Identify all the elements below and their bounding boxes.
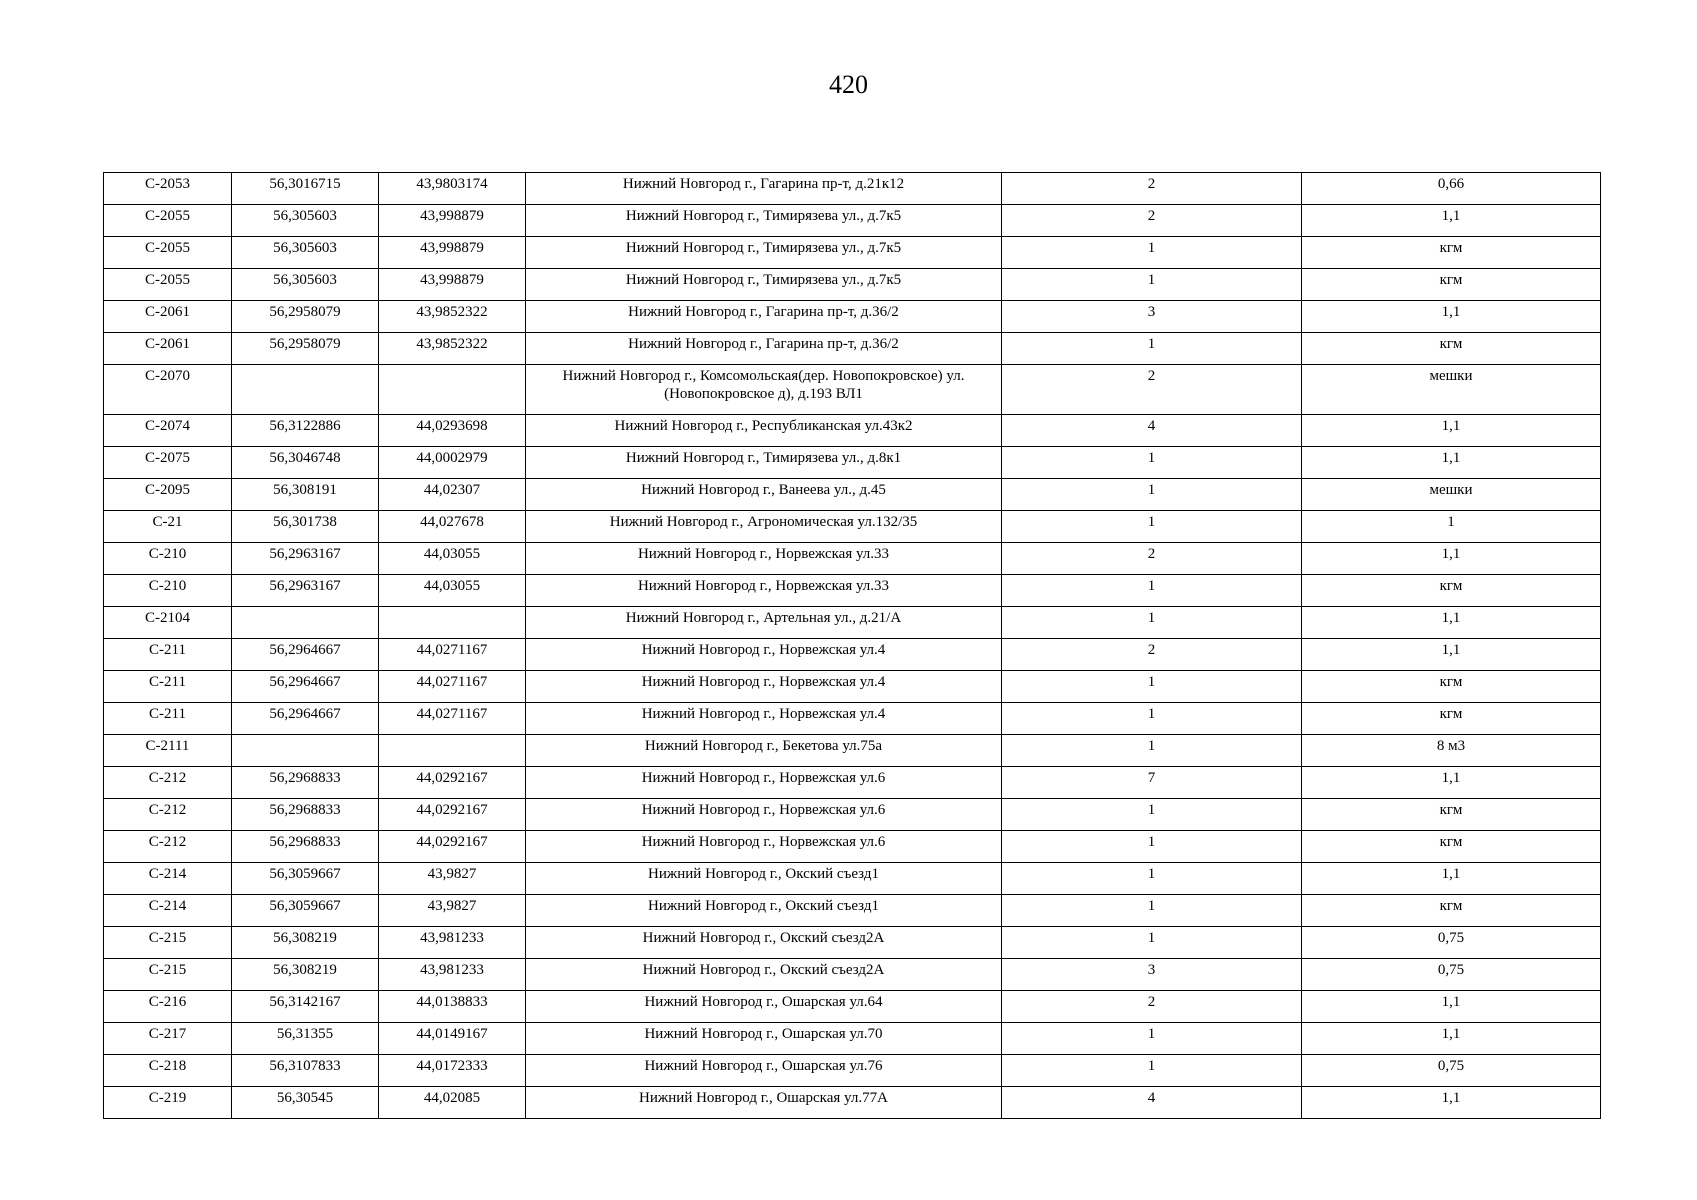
cell-volume: 0,75 bbox=[1302, 927, 1601, 959]
cell-longitude: 44,027678 bbox=[379, 511, 526, 543]
table-row bbox=[104, 991, 1601, 1023]
cell-latitude: 56,305603 bbox=[232, 237, 379, 269]
cell-count: 2 bbox=[1002, 205, 1302, 237]
cell-volume: 0,66 bbox=[1302, 173, 1601, 205]
cell-address: Нижний Новгород г., Норвежская ул.6 bbox=[526, 767, 1002, 799]
cell-address: Нижний Новгород г., Гагарина пр-т, д.36/2 bbox=[526, 301, 1002, 333]
cell-id: С-2055 bbox=[104, 269, 232, 301]
cell-id: С-214 bbox=[104, 895, 232, 927]
cell-count: 1 bbox=[1002, 703, 1302, 735]
table-row bbox=[104, 799, 1601, 831]
cell-address: Нижний Новгород г., Окский съезд1 bbox=[526, 895, 1002, 927]
cell-count: 1 bbox=[1002, 269, 1302, 301]
cell-latitude: 56,31355 bbox=[232, 1023, 379, 1055]
table-row bbox=[104, 543, 1601, 575]
cell-id: С-211 bbox=[104, 703, 232, 735]
cell-id: С-211 bbox=[104, 639, 232, 671]
cell-longitude: 44,0271167 bbox=[379, 703, 526, 735]
cell-id: С-2075 bbox=[104, 447, 232, 479]
cell-latitude: 56,2964667 bbox=[232, 703, 379, 735]
cell-id: С-2104 bbox=[104, 607, 232, 639]
cell-latitude: 56,2964667 bbox=[232, 639, 379, 671]
cell-longitude: 44,02307 bbox=[379, 479, 526, 511]
cell-volume: кгм bbox=[1302, 831, 1601, 863]
table-row bbox=[104, 671, 1601, 703]
cell-latitude: 56,2968833 bbox=[232, 767, 379, 799]
cell-volume: 1 bbox=[1302, 511, 1601, 543]
cell-address: Нижний Новгород г., Артельная ул., д.21/А bbox=[526, 607, 1002, 639]
table-row bbox=[104, 1023, 1601, 1055]
cell-id: С-2055 bbox=[104, 237, 232, 269]
cell-latitude: 56,3107833 bbox=[232, 1055, 379, 1087]
cell-count: 3 bbox=[1002, 959, 1302, 991]
cell-latitude: 56,30545 bbox=[232, 1087, 379, 1119]
cell-longitude: 44,03055 bbox=[379, 575, 526, 607]
cell-address: Нижний Новгород г., Норвежская ул.4 bbox=[526, 639, 1002, 671]
cell-longitude: 44,02085 bbox=[379, 1087, 526, 1119]
cell-longitude bbox=[379, 607, 526, 639]
cell-count: 1 bbox=[1002, 735, 1302, 767]
table-body bbox=[104, 173, 1601, 1119]
cell-latitude: 56,308191 bbox=[232, 479, 379, 511]
cell-id: С-217 bbox=[104, 1023, 232, 1055]
table-row bbox=[104, 333, 1601, 365]
table-row bbox=[104, 575, 1601, 607]
cell-count: 1 bbox=[1002, 895, 1302, 927]
cell-volume: 1,1 bbox=[1302, 991, 1601, 1023]
cell-volume: 1,1 bbox=[1302, 767, 1601, 799]
cell-volume: 1,1 bbox=[1302, 863, 1601, 895]
table-row bbox=[104, 301, 1601, 333]
cell-longitude: 43,981233 bbox=[379, 927, 526, 959]
cell-latitude bbox=[232, 607, 379, 639]
cell-count: 1 bbox=[1002, 927, 1302, 959]
cell-latitude: 56,308219 bbox=[232, 959, 379, 991]
table-row bbox=[104, 237, 1601, 269]
cell-id: С-2070 bbox=[104, 365, 232, 415]
cell-longitude: 44,0138833 bbox=[379, 991, 526, 1023]
table-row bbox=[104, 365, 1601, 415]
cell-id: С-2111 bbox=[104, 735, 232, 767]
cell-address: Нижний Новгород г., Окский съезд1 bbox=[526, 863, 1002, 895]
cell-longitude: 44,0149167 bbox=[379, 1023, 526, 1055]
cell-volume: кгм bbox=[1302, 575, 1601, 607]
cell-longitude: 43,998879 bbox=[379, 269, 526, 301]
cell-address: Нижний Новгород г., Окский съезд2А bbox=[526, 959, 1002, 991]
table-row bbox=[104, 173, 1601, 205]
cell-latitude: 56,3016715 bbox=[232, 173, 379, 205]
cell-address: Нижний Новгород г., Ошарская ул.64 bbox=[526, 991, 1002, 1023]
table-row bbox=[104, 831, 1601, 863]
cell-count: 1 bbox=[1002, 333, 1302, 365]
cell-address: Нижний Новгород г., Ошарская ул.76 bbox=[526, 1055, 1002, 1087]
cell-count: 2 bbox=[1002, 639, 1302, 671]
cell-latitude: 56,301738 bbox=[232, 511, 379, 543]
cell-count: 1 bbox=[1002, 607, 1302, 639]
cell-longitude: 44,0271167 bbox=[379, 671, 526, 703]
cell-volume: 1,1 bbox=[1302, 205, 1601, 237]
table-row bbox=[104, 479, 1601, 511]
cell-count: 1 bbox=[1002, 671, 1302, 703]
cell-count: 3 bbox=[1002, 301, 1302, 333]
table-row bbox=[104, 607, 1601, 639]
cell-count: 4 bbox=[1002, 415, 1302, 447]
cell-address: Нижний Новгород г., Норвежская ул.4 bbox=[526, 703, 1002, 735]
cell-volume: кгм bbox=[1302, 333, 1601, 365]
registry-table bbox=[103, 172, 1601, 1119]
cell-volume: 1,1 bbox=[1302, 543, 1601, 575]
cell-address: Нижний Новгород г., Ванеева ул., д.45 bbox=[526, 479, 1002, 511]
cell-longitude: 44,0002979 bbox=[379, 447, 526, 479]
cell-volume: мешки bbox=[1302, 479, 1601, 511]
cell-volume: кгм bbox=[1302, 671, 1601, 703]
cell-id: С-212 bbox=[104, 799, 232, 831]
cell-address: Нижний Новгород г., Гагарина пр-т, д.21к12 bbox=[526, 173, 1002, 205]
cell-volume: кгм bbox=[1302, 895, 1601, 927]
cell-id: С-210 bbox=[104, 543, 232, 575]
cell-longitude: 44,0292167 bbox=[379, 767, 526, 799]
table-row bbox=[104, 767, 1601, 799]
table-row bbox=[104, 959, 1601, 991]
cell-id: С-2074 bbox=[104, 415, 232, 447]
cell-count: 7 bbox=[1002, 767, 1302, 799]
cell-address: Нижний Новгород г., Окский съезд2А bbox=[526, 927, 1002, 959]
table-row bbox=[104, 703, 1601, 735]
cell-address: Нижний Новгород г., Республиканская ул.43к2 bbox=[526, 415, 1002, 447]
cell-address: Нижний Новгород г., Бекетова ул.75а bbox=[526, 735, 1002, 767]
cell-id: С-215 bbox=[104, 927, 232, 959]
cell-longitude: 44,0292167 bbox=[379, 831, 526, 863]
cell-longitude: 43,9827 bbox=[379, 895, 526, 927]
cell-longitude: 44,0293698 bbox=[379, 415, 526, 447]
table-row bbox=[104, 895, 1601, 927]
table-row bbox=[104, 639, 1601, 671]
cell-address: Нижний Новгород г., Норвежская ул.6 bbox=[526, 799, 1002, 831]
cell-count: 4 bbox=[1002, 1087, 1302, 1119]
cell-longitude: 43,998879 bbox=[379, 205, 526, 237]
cell-id: С-214 bbox=[104, 863, 232, 895]
cell-longitude: 44,0172333 bbox=[379, 1055, 526, 1087]
cell-id: С-2053 bbox=[104, 173, 232, 205]
cell-id: С-2095 bbox=[104, 479, 232, 511]
cell-address: Нижний Новгород г., Тимирязева ул., д.7к5 bbox=[526, 205, 1002, 237]
cell-latitude: 56,3059667 bbox=[232, 895, 379, 927]
cell-latitude: 56,2968833 bbox=[232, 799, 379, 831]
cell-volume: 1,1 bbox=[1302, 639, 1601, 671]
cell-latitude: 56,2963167 bbox=[232, 575, 379, 607]
cell-volume: 0,75 bbox=[1302, 959, 1601, 991]
cell-volume: 1,1 bbox=[1302, 301, 1601, 333]
cell-id: С-2061 bbox=[104, 333, 232, 365]
cell-longitude: 44,0292167 bbox=[379, 799, 526, 831]
cell-volume: кгм bbox=[1302, 269, 1601, 301]
cell-longitude: 44,0271167 bbox=[379, 639, 526, 671]
cell-id: С-219 bbox=[104, 1087, 232, 1119]
table-row bbox=[104, 1055, 1601, 1087]
cell-volume: 1,1 bbox=[1302, 415, 1601, 447]
cell-latitude: 56,3046748 bbox=[232, 447, 379, 479]
cell-count: 1 bbox=[1002, 575, 1302, 607]
table-row bbox=[104, 205, 1601, 237]
cell-count: 2 bbox=[1002, 543, 1302, 575]
cell-latitude: 56,2964667 bbox=[232, 671, 379, 703]
cell-address: Нижний Новгород г., Норвежская ул.6 bbox=[526, 831, 1002, 863]
cell-longitude bbox=[379, 365, 526, 415]
cell-latitude: 56,2968833 bbox=[232, 831, 379, 863]
cell-address: Нижний Новгород г., Тимирязева ул., д.8к1 bbox=[526, 447, 1002, 479]
cell-longitude: 44,03055 bbox=[379, 543, 526, 575]
cell-volume: 0,75 bbox=[1302, 1055, 1601, 1087]
cell-volume: кгм bbox=[1302, 237, 1601, 269]
cell-latitude: 56,2963167 bbox=[232, 543, 379, 575]
cell-count: 1 bbox=[1002, 479, 1302, 511]
cell-address: Нижний Новгород г., Тимирязева ул., д.7к5 bbox=[526, 269, 1002, 301]
cell-volume: мешки bbox=[1302, 365, 1601, 415]
table-row bbox=[104, 735, 1601, 767]
cell-id: С-212 bbox=[104, 831, 232, 863]
cell-address: Нижний Новгород г., Тимирязева ул., д.7к5 bbox=[526, 237, 1002, 269]
cell-latitude: 56,2958079 bbox=[232, 333, 379, 365]
cell-count: 2 bbox=[1002, 173, 1302, 205]
cell-volume: кгм bbox=[1302, 703, 1601, 735]
cell-volume: 1,1 bbox=[1302, 1087, 1601, 1119]
cell-longitude: 43,9852322 bbox=[379, 333, 526, 365]
cell-id: С-211 bbox=[104, 671, 232, 703]
cell-latitude: 56,305603 bbox=[232, 269, 379, 301]
cell-count: 2 bbox=[1002, 991, 1302, 1023]
cell-latitude: 56,2958079 bbox=[232, 301, 379, 333]
table-row bbox=[104, 863, 1601, 895]
cell-id: С-216 bbox=[104, 991, 232, 1023]
cell-count: 1 bbox=[1002, 237, 1302, 269]
cell-latitude bbox=[232, 735, 379, 767]
cell-longitude: 43,998879 bbox=[379, 237, 526, 269]
cell-address: Нижний Новгород г., Норвежская ул.33 bbox=[526, 575, 1002, 607]
table-row bbox=[104, 927, 1601, 959]
cell-count: 1 bbox=[1002, 1055, 1302, 1087]
cell-id: С-218 bbox=[104, 1055, 232, 1087]
cell-id: С-212 bbox=[104, 767, 232, 799]
cell-id: С-210 bbox=[104, 575, 232, 607]
cell-address: Нижний Новгород г., Гагарина пр-т, д.36/2 bbox=[526, 333, 1002, 365]
cell-count: 1 bbox=[1002, 1023, 1302, 1055]
cell-longitude bbox=[379, 735, 526, 767]
cell-id: С-215 bbox=[104, 959, 232, 991]
page-number: 420 bbox=[829, 70, 868, 99]
cell-count: 1 bbox=[1002, 831, 1302, 863]
cell-longitude: 43,9852322 bbox=[379, 301, 526, 333]
cell-latitude: 56,3142167 bbox=[232, 991, 379, 1023]
cell-count: 1 bbox=[1002, 447, 1302, 479]
cell-volume: 1,1 bbox=[1302, 1023, 1601, 1055]
cell-count: 1 bbox=[1002, 799, 1302, 831]
cell-address: Нижний Новгород г., Норвежская ул.4 bbox=[526, 671, 1002, 703]
cell-address: Нижний Новгород г., Комсомольская(дер. Новопокровское) ул. (Новопокровское д), д.193 ВЛ1 bbox=[526, 365, 1002, 415]
cell-latitude: 56,3122886 bbox=[232, 415, 379, 447]
cell-count: 1 bbox=[1002, 511, 1302, 543]
cell-latitude: 56,308219 bbox=[232, 927, 379, 959]
cell-count: 1 bbox=[1002, 863, 1302, 895]
cell-address: Нижний Новгород г., Ошарская ул.70 bbox=[526, 1023, 1002, 1055]
table-row bbox=[104, 511, 1601, 543]
cell-latitude: 56,305603 bbox=[232, 205, 379, 237]
cell-volume: 1,1 bbox=[1302, 607, 1601, 639]
cell-latitude: 56,3059667 bbox=[232, 863, 379, 895]
cell-address: Нижний Новгород г., Агрономическая ул.132/35 bbox=[526, 511, 1002, 543]
cell-count: 2 bbox=[1002, 365, 1302, 415]
cell-volume: 8 м3 bbox=[1302, 735, 1601, 767]
cell-id: С-2055 bbox=[104, 205, 232, 237]
cell-address: Нижний Новгород г., Норвежская ул.33 bbox=[526, 543, 1002, 575]
table-row bbox=[104, 1087, 1601, 1119]
cell-id: С-2061 bbox=[104, 301, 232, 333]
cell-latitude bbox=[232, 365, 379, 415]
cell-volume: кгм bbox=[1302, 799, 1601, 831]
cell-address: Нижний Новгород г., Ошарская ул.77А bbox=[526, 1087, 1002, 1119]
table-row bbox=[104, 447, 1601, 479]
cell-volume: 1,1 bbox=[1302, 447, 1601, 479]
cell-longitude: 43,9803174 bbox=[379, 173, 526, 205]
cell-longitude: 43,9827 bbox=[379, 863, 526, 895]
cell-id: С-21 bbox=[104, 511, 232, 543]
table-row bbox=[104, 415, 1601, 447]
cell-longitude: 43,981233 bbox=[379, 959, 526, 991]
table-row bbox=[104, 269, 1601, 301]
